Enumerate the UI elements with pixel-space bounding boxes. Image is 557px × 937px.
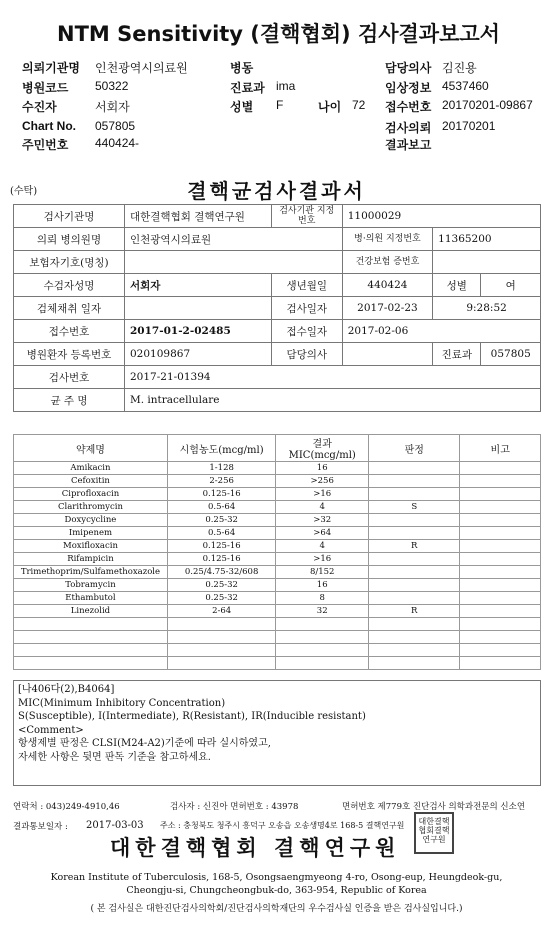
address-en-2: Cheongju-si, Chungcheongbuk-do, 363-954, Republic of Korea [126,885,427,896]
drug-row [14,566,541,579]
test-range: 0.125-16 [167,488,275,501]
remark [460,462,541,475]
collect-label: 검체채취 일자 [14,297,125,320]
req-value: 인천광역시의료원 [125,228,343,251]
mic-result: >16 [276,553,369,566]
test-range: 0.125-16 [167,540,275,553]
doctor-label: 담당의사 [385,61,432,75]
hospcode-label: 병원코드 [22,81,69,95]
remark [460,657,541,670]
notes-box [13,680,541,786]
remark [460,488,541,501]
mic-result: 4 [276,540,369,553]
remark [460,631,541,644]
remark [460,644,541,657]
drug-row [14,631,541,644]
drug-name: Rifampicin [14,553,168,566]
mic-result [276,657,369,670]
page-title: NTM Sensitivity (결핵협회) 검사결과보고서 [57,22,500,46]
interpretation [369,566,460,579]
note-line: 자세한 사항은 뒷면 판독 기준을 참고하세요. [18,751,211,763]
drug-row [14,514,541,527]
drug-row [14,579,541,592]
sex-label: 성별 [230,100,254,114]
mic-result [276,631,369,644]
remark [460,605,541,618]
chart-value: 057805 [95,119,136,133]
drug-col-header: 시험농도(mcg/ml) [167,435,275,462]
drug-name: Ethambutol [14,592,168,605]
drug-name: Doxycycline [14,514,168,527]
interpretation: R [369,540,460,553]
drug-col-header: 판정 [369,435,460,462]
request-label: 검사의뢰 [385,121,432,135]
remark [460,579,541,592]
interpretation [369,475,460,488]
mic-result [276,644,369,657]
drug-row [14,540,541,553]
lab-value: 대한결핵협회 결핵연구원 [125,205,272,228]
mic-result: 8 [276,592,369,605]
drug-name: Amikacin [14,462,168,475]
dept-label: 진료과 [230,81,265,95]
resident-label: 주민번호 [22,138,69,152]
receipt-value: 20170201-09867 [442,98,533,112]
contact: 연락처 : 043)249-4910,46 [13,802,120,812]
clinical-label: 임상정보 [385,81,432,95]
insure-no-label: 건강보험 증번호 [342,251,432,274]
report-date-label: 결과통보일자 : [13,822,68,832]
species-value: M. intracellulare [125,389,541,412]
mic-result: 16 [276,462,369,475]
insure-value [125,251,343,274]
patient-info-table [13,204,541,412]
drug-name: Cefoxitin [14,475,168,488]
interpretation [369,462,460,475]
institution-value: 인천광역시의료원 [95,61,188,75]
report-label: 결과보고 [385,138,432,152]
mic-result: 32 [276,605,369,618]
report-dept-value: 057805 [481,343,541,366]
req-label: 의뢰 병의원명 [14,228,125,251]
gender-value: 여 [481,274,541,297]
test-range [167,644,275,657]
request-value: 20170201 [442,119,496,133]
test-range: 2-64 [167,605,275,618]
collect-value [125,297,272,320]
remark [460,501,541,514]
test-range: 0.25-32 [167,592,275,605]
rcpt-label: 접수번호 [14,320,125,343]
remark [460,592,541,605]
interpretation [369,631,460,644]
consignment-stamp: (수탁) [10,186,38,197]
birth-label: 생년월일 [271,274,342,297]
report-doctor-value [342,343,432,366]
test-range [167,631,275,644]
hospcode-value: 50322 [95,79,129,93]
reg-label: 병원환자 등록번호 [14,343,125,366]
drug-name: Clarithromycin [14,501,168,514]
insure-no-value [433,251,541,274]
remark [460,527,541,540]
patient-value: 서회자 [95,100,130,114]
drug-row [14,618,541,631]
receipt-label: 접수번호 [385,100,432,114]
test-range: 1-128 [167,462,275,475]
test-range: 0.25-32 [167,514,275,527]
age-value: 72 [352,98,366,112]
remark [460,553,541,566]
drug-name: Ciprofloxacin [14,488,168,501]
interpretation [369,592,460,605]
test-range: 0.5-64 [167,501,275,514]
test-range: 0.25-32 [167,579,275,592]
drug-name: Imipenem [14,527,168,540]
test-range: 0.25/4.75-32/608 [167,566,275,579]
doctor-value: 김진용 [442,61,477,75]
resident-value: 440424- [95,136,140,150]
remark [460,514,541,527]
hosp-no-value: 11365200 [433,228,541,251]
drug-row [14,501,541,514]
interpretation [369,579,460,592]
note-line: MIC(Minimum Inhibitory Concentration) [18,697,226,709]
examiner: 검사자 : 신진아 면허번호 : 43978 [170,802,299,812]
test-range [167,657,275,670]
lab-no-label: 검사기관 지정번호 [271,205,342,228]
report-doctor-label: 담당의사 [271,343,342,366]
remark [460,540,541,553]
mic-result: >32 [276,514,369,527]
test-range: 2-256 [167,475,275,488]
interpretation [369,488,460,501]
scanned-report [10,172,543,932]
patient-label: 수진자 [22,100,57,114]
report-date: 2017-03-03 [86,820,144,831]
test-range [167,618,275,631]
mic-result [276,618,369,631]
mic-result: >16 [276,488,369,501]
sex-value: F [276,98,284,112]
rcpt-date-label: 접수일자 [271,320,342,343]
drug-name [14,657,168,670]
remark [460,475,541,488]
report-dept-label: 진료과 [433,343,481,366]
note-line: 항생제별 판정은 CLSI(M24-A2)기준에 따라 실시하였고, [18,738,271,749]
drug-name [14,644,168,657]
note-line: [나406다(2),B4064] [18,684,115,695]
test-range: 0.125-16 [167,553,275,566]
interpretation [369,644,460,657]
drug-row [14,527,541,540]
rcpt-value: 2017-01-2-02485 [125,320,272,343]
drug-name: Tobramycin [14,579,168,592]
drug-name [14,618,168,631]
address-kr: 주소 : 충청북도 청주시 흥덕구 오송읍 오송생명4로 168-5 결핵연구원 [160,821,405,830]
drug-col-header: 결과 MIC(mcg/ml) [276,435,369,462]
insure-label: 보험자기호(명칭) [14,251,125,274]
name-value: 서회자 [125,274,272,297]
interpretation [369,553,460,566]
lab-no-value: 11000029 [342,205,540,228]
drug-row [14,592,541,605]
hosp-no-label: 병·의원 지정번호 [342,228,432,251]
birth-value: 440424 [342,274,432,297]
test-date-label: 검사일자 [271,297,342,320]
mic-result: 16 [276,579,369,592]
interpretation [369,527,460,540]
test-no-value: 2017-21-01394 [125,366,541,389]
drug-row [14,488,541,501]
interpretation: S [369,501,460,514]
interpretation [369,618,460,631]
certification: ( 본 검사실은 대한진단검사의학회/진단검사의학재단의 우수검사실 인증을 받은 검사실입니다.) [90,904,463,914]
drug-row [14,644,541,657]
institution-label: 의뢰기관명 [22,61,80,75]
lab-label: 검사기관명 [14,205,125,228]
official-seal: 대한결핵협회결핵연구원 [414,812,454,854]
address-en-1: Korean Institute of Tuberculosis, 168-5, Osongsaengmyeong 4-ro, Osong-eup, Heungdeok-gu, [50,872,503,883]
mic-result: 4 [276,501,369,514]
species-label: 균 주 명 [14,389,125,412]
test-time-value: 9:28:52 [433,297,541,320]
note-line: S(Susceptible), I(Intermediate), R(Resistant), IR(Inducible resistant) [18,711,366,722]
mic-result: >64 [276,527,369,540]
name-label: 수검자성명 [14,274,125,297]
note-line: <Comment> [18,724,84,736]
susceptibility-table [13,434,541,670]
drug-name [14,631,168,644]
dept-value: ima [276,79,296,93]
remark [460,618,541,631]
drug-row [14,657,541,670]
drug-row [14,462,541,475]
drug-name: Linezolid [14,605,168,618]
organization-name: 대한결핵협회 결핵연구원 [110,835,401,860]
test-range: 0.5-64 [167,527,275,540]
age-label: 나이 [318,100,342,114]
remark [460,566,541,579]
mic-result: >256 [276,475,369,488]
test-date-value: 2017-02-23 [342,297,432,320]
mic-result: 8/152 [276,566,369,579]
drug-row [14,475,541,488]
reg-value: 020109867 [125,343,272,366]
interpretation [369,657,460,670]
drug-row [14,605,541,618]
drug-col-header: 약제명 [14,435,168,462]
drug-name: Trimethoprim/Sulfamethoxazole [14,566,168,579]
drug-col-header: 비고 [460,435,541,462]
test-no-label: 검사번호 [14,366,125,389]
interpretation [369,514,460,527]
drug-row [14,553,541,566]
clinical-value: 4537460 [442,79,489,93]
gender-label: 성별 [433,274,481,297]
license: 면허번호 제779호 진단검사 의학과전문의 신소연 [342,802,526,812]
rcpt-date-value: 2017-02-06 [342,320,540,343]
drug-name: Moxifloxacin [14,540,168,553]
interpretation: R [369,605,460,618]
ward-label: 병동 [230,61,254,75]
chart-label: Chart No. [22,119,76,133]
report-title: 결핵균검사결과서 [187,179,366,203]
